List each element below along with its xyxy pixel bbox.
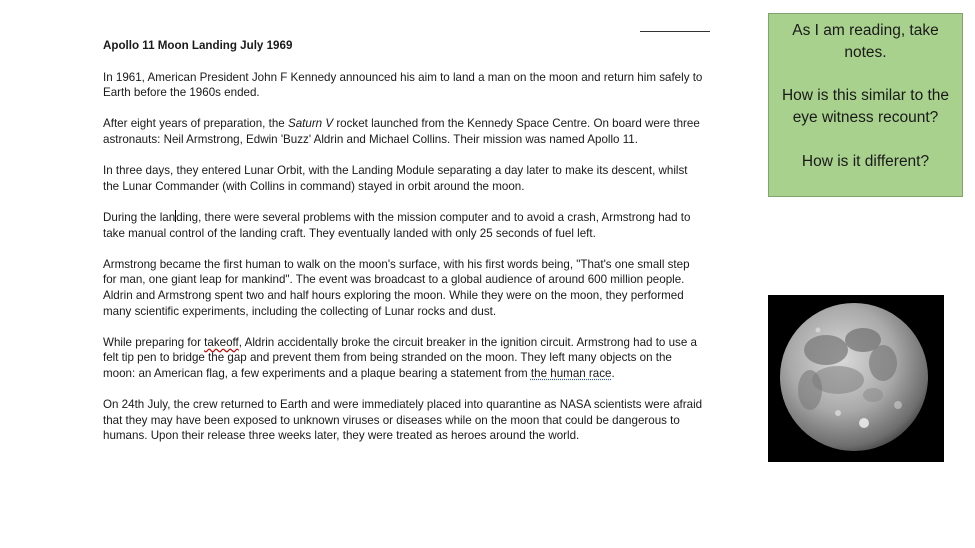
- paragraph-6-text-a: While preparing for: [103, 335, 205, 349]
- paragraph-2-text-b: rocket launched from the Kennedy Space Centre. On board were three astronauts: Neil Armstrong, Edwin 'Buzz' Aldrin and Michael Collins. Their mission was named Apollo 11.: [103, 117, 700, 146]
- notes-prompt-box: [768, 13, 963, 197]
- paragraph-2: [103, 116, 703, 147]
- notes-instruction: As I am reading, take notes.: [792, 22, 939, 61]
- spelling-error-word[interactable]: takeoff: [204, 335, 239, 349]
- notes-spacer-2: [769, 129, 962, 151]
- document-title: Apollo 11 Moon Landing July 1969: [103, 39, 293, 52]
- grammar-flag-phrase[interactable]: the human race: [530, 366, 612, 380]
- paragraph-7: On 24th July, the crew returned to Earth and were immediately placed into quarantine as NASA scientists were afraid that they may have been exposed to unknown viruses or diseases while on the moon that could be dangerous to humans. Upon their release three weeks later, they were treated as heroes around the world.: [103, 398, 703, 443]
- moon-image: [768, 295, 944, 462]
- paragraph-4-text-b: ding, there were several problems with the mission computer and to avoid a crash, Armstrong had to take manual control of the landing craft. They eventually landed with only 25 seconds of fuel left.: [103, 210, 691, 240]
- notes-question-similar: How is this similar to the eye witness recount?: [781, 87, 950, 127]
- paragraph-4-text-a: During the lan: [103, 210, 176, 224]
- paragraph-6: [103, 335, 703, 382]
- notes-question-different: How is it different?: [801, 152, 930, 170]
- moon-icon: [768, 295, 944, 462]
- paragraph-5: Armstrong became the first human to walk on the moon's surface, with his first words being, "That's one small step for man, one giant leap for mankind". The event was broadcast to a global audience of around 600 million people. Aldrin and Armstrong spent two and half hours exploring the moon. While they were on the moon, they performed many scientific experiments, including the collecting of Lunar rocks and dust.: [103, 257, 690, 318]
- paragraph-3: In three days, they entered Lunar Orbit, with the Landing Module separating a day later to make its descent, whilst the Lunar Commander (with Collins in command) stayed in orbit around the moon.: [103, 164, 688, 193]
- rocket-name: Saturn V: [287, 117, 334, 131]
- paragraph-1: In 1961, American President John F Kennedy announced his aim to land a man on the moon and return him safely to Earth before the 1960s ended.: [103, 70, 703, 100]
- notes-spacer-1: [769, 64, 962, 86]
- paragraph-4: [103, 210, 703, 241]
- paragraph-2-text-a: After eight years of preparation, the: [103, 117, 288, 131]
- top-rule-line: [640, 31, 710, 32]
- document-body: [103, 38, 703, 459]
- paragraph-6-text-b: , Aldrin accidentally broke the circuit breaker in the ignition circuit. Armstrong had to use a felt tip pen to bridge the gap and prevent them from being stranded on the moon. They left many objects on the moon: an American flag, a few experiments and a plaque bearing a statement from: [103, 335, 697, 380]
- paragraph-6-text-c: .: [611, 366, 615, 380]
